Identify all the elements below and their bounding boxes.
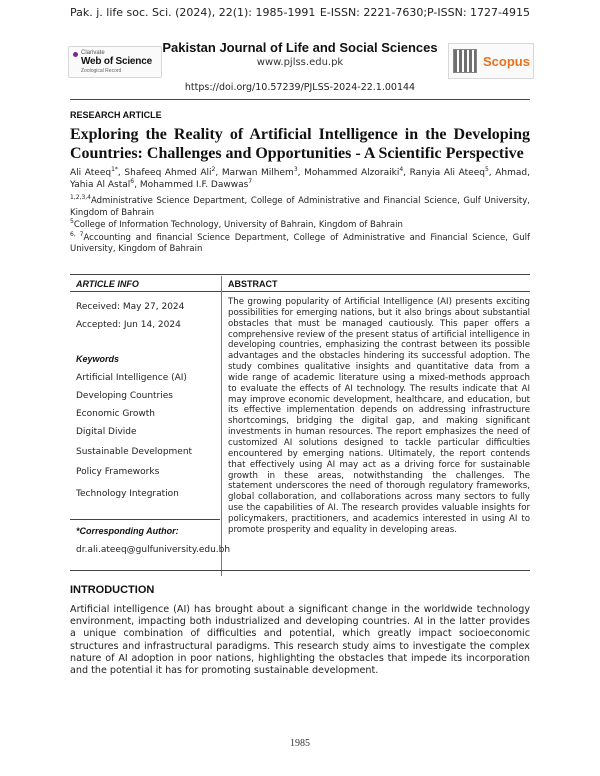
running-header	[70, 6, 530, 19]
affiliations	[70, 196, 530, 257]
keyword-item: Technology Integration	[76, 489, 179, 499]
article-type: RESEARCH ARTICLE	[70, 110, 162, 120]
keyword-item: Artificial Intelligence (AI)	[76, 373, 187, 383]
scopus-text: Scopus	[483, 53, 530, 69]
keyword-item: Digital Divide	[76, 427, 137, 437]
affiliation-item: $^{1,2,3,4}$Administrative Science Department, College of Administrative and Financial Science, Gulf University, Kingdom of Bahrain	[70, 194, 530, 218]
abstract-heading: ABSTRACT	[228, 279, 278, 289]
keyword-item: Policy Frameworks	[76, 467, 160, 477]
info-top-rule	[70, 274, 530, 275]
affiliation-item: $^{6, 7}$Accounting and financial Science Department, College of Administrative and Financial Science, Gulf University, Kingdom of Bahrain	[70, 230, 530, 254]
corresponding-email[interactable]: dr.ali.ateeq@gulfuniversity.edu.bh	[76, 545, 231, 555]
corresponding-author-heading: *Corresponding Author:	[76, 526, 179, 536]
journal-title: Pakistan Journal of Life and Social Sciences	[162, 40, 438, 55]
article-info-heading: ARTICLE INFO	[76, 279, 139, 289]
issn-text: E-ISSN: 2221-7630;P-ISSN: 1727-4915	[319, 6, 530, 19]
introduction-body: Artificial intelligence (AI) has brought about a significant change in the worldwide technology environment, impacting both industrialized and developing countries. AI in the latter provides a unique combination of difficulties and potential, which greatly impact socioeconomic structures and infrastructural paradigms. This research study aims to investigate the complex nature of AI adoption in poor nations, highlighting the obstacles that impede its incorporation and the potential it has for promoting sustainable development.	[70, 604, 530, 677]
logo-line-3: Zoological Record	[81, 68, 122, 74]
logo-line-2: Web of Science	[81, 56, 152, 67]
logo-line-1: Clarivate	[81, 50, 105, 56]
page-number: 1985	[290, 738, 310, 749]
web-of-science-logo	[68, 46, 162, 78]
accepted-date: Accepted: Jun 14, 2024	[76, 320, 181, 330]
received-date: Received: May 27, 2024	[76, 302, 185, 312]
corresponding-rule	[70, 519, 220, 520]
scopus-logo	[448, 43, 534, 79]
qr-code-icon	[453, 49, 477, 73]
journal-url[interactable]: www.pjlss.edu.pk	[256, 57, 344, 68]
info-bottom-rule	[70, 570, 530, 571]
doi-link[interactable]: https://doi.org/10.57239/PJLSS-2024-22.1.00144	[184, 82, 416, 93]
author-list: Ali Ateeq$^{1*}$, Shafeeq Ahmed Ali$^2$, Marwan Milhem$^3$, Mohammed Alzoraiki$^4$, Ranyia Ali Ateeq$^5$, Ahmad, Yahia Al Astal$^6$, Mohammed I.F. Dawwas$^7$	[70, 166, 530, 190]
keyword-item: Sustainable Development	[76, 447, 193, 457]
introduction-heading: INTRODUCTION	[70, 584, 155, 596]
info-header-rule	[70, 291, 530, 292]
article-title: Exploring the Reality of Artificial Intelligence in the Developing Countries: Challenges and Opportunities - A Scientific Perspective	[70, 126, 530, 162]
affiliation-item: $^5$College of Information Technology, University of Bahrain, Kingdom of Bahrain	[70, 218, 403, 230]
citation-text: Pak. j. life soc. Sci. (2024), 22(1): 1985-1991	[70, 6, 316, 19]
abstract-body: The growing popularity of Artificial Intelligence (AI) presents exciting possibilities for emerging nations, but it also brings about substantial obstacles that must be managed cautiously. This paper offers a comprehensive review of the present status of artificial intelligence in developing countries, emphasizing the contrast between its possible advantages and the obstacles hindering its successful adoption. The study combines qualitative insights and quantitative data from a wide range of academic literature using a mixed-methods approach to evaluate the effects of AI technology. The results indicate that AI may improve economic development, healthcare, and education, but its effective implementation depends on addressing infrastructure shortcomings, bridging the digital gap, and making significant investments in human resources. The report emphasizes the need of customized AI solutions designed to tackle particular difficulties encountered by emerging nations. Ultimately, the report contends that effectively using AI may act as a driving force for sustainable growth in these areas, notwithstanding the challenges. The statement underscores the need of thorough regulatory frameworks, global collaboration, and collaborations across many sectors to fully use the capabilities of AI. The research provides valuable insights for policymakers, practitioners, and academics interested in using AI to promote prosperity and equality in developing areas.	[228, 297, 530, 535]
keywords-heading: Keywords	[76, 354, 120, 364]
keyword-item: Developing Countries	[76, 391, 173, 401]
column-divider	[221, 276, 222, 576]
keyword-item: Economic Growth	[76, 409, 156, 419]
header-divider	[70, 99, 530, 100]
clarivate-mark-icon	[73, 52, 78, 57]
